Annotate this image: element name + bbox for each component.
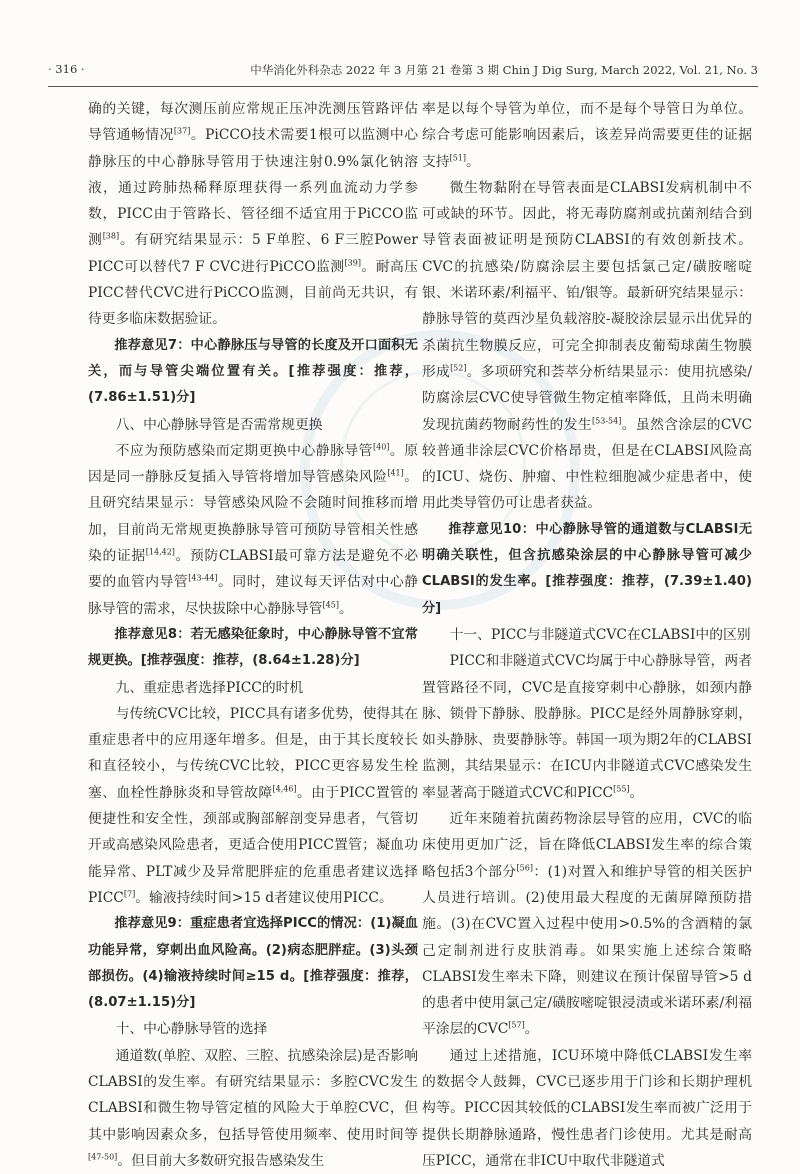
paragraph: 确的关键，每次测压前应常规正压冲洗测压管路评估导管通畅情况[37]。PiCCO技术需要1根可以监测中心静脉压的中心静脉导管用于快速注射0.9%氯化钠溶液，通过跨肺热稀释原理获得一系列血流动力学参数，PICC由于管路长、管径细不适宜用于PiCCO监测[38]。有研究结果显示：5 F单腔、6 F三腔Power PICC可以替代7 F CVC进行PiCCO监测[39]。耐高压PICC替代CVC进行PiCCO监测，目前尚无共识，有待更多临床数据验证。: [88, 101, 419, 328]
right-column: [422, 96, 752, 1174]
section-heading-9: 九、重症患者选择PICC的时机: [115, 679, 304, 696]
paragraph: 率是以每个导管为单位，而不是每个导管日为单位。综合考虑可能影响因素后，该差异尚需要更佳的证据支持[51]。: [422, 101, 752, 170]
section-heading-8: 八、中心静脉导管是否需常规更换: [115, 416, 323, 433]
paragraph: 不应为预防感染而定期更换中心静脉导管[40]。原因是同一静脉反复插入导管将增加导管感染风险[41]。且研究结果显示：导管感染风险不会随时间推移而增加，目前尚无常规更换静脉导管可预防导管相关性感染的证据[14,42]。预防CLABSI最可靠方法是避免不必要的血管内导管[43-44]。同时，建议每天评估对中心静脉导管的需求，尽快拔除中心静脉导管[45]。: [88, 442, 419, 617]
citation[interactable]: [45]: [322, 600, 339, 610]
citation[interactable]: [37]: [173, 126, 191, 136]
paragraph: PICC和非隧道式CVC均属于中心静脉导管，两者置管路径不同，CVC是直接穿刺中心静脉，如颈内静脉、锁骨下静脉、股静脉。PICC是经外周静脉穿刺，如头静脉、贵要静脉等。韩国一项为期2年的CLABSI监测，其结果显示：在ICU内非隧道式CVC感染发生率显著高于隧道式CVC和PICC[55]。: [422, 653, 752, 801]
citation[interactable]: [51]: [449, 153, 467, 162]
citation[interactable]: [38]: [102, 231, 120, 241]
paragraph: 微生物黏附在导管表面是CLABSI发病机制中不可或缺的环节。因此，将无毒防腐剂或抗菌剂结合到导管表面被证明是预防CLABSI的有效创新技术。CVC的抗感染/防腐涂层主要包括氯己定/磺胺嘧啶银、米诺环素/利福平、铂/银等。最新研究结果显示：静脉导管的莫西沙星负载溶胶-凝胶涂层显示出优异的杀菌抗生物膜反应，可完全抑制表皮葡萄球菌生物膜形成[52]。多项研究和荟萃分析结果显示：使用抗感染/防腐涂层CVC使导管微生物定植率降低，且尚未明确发现抗菌药物耐药性的发生[53-54]。虽然含涂层的CVC较普通非涂层CVC价格昂贵，但是在CLABSI风险高的ICU、烧伤、肿瘤、中性粒细胞减少症患者中，使用此类导管仍可让患者获益。: [422, 179, 753, 512]
recommendation-9: 推荐意见9：重症患者宜选择PICC的情况：(1)凝血功能异常，穿刺出血风险高。(2)病态肥胖症。(3)头颈部损伤。(4)输液持续时间≥15 d。[推荐强度：推荐，(8.07±1.15)分]: [88, 916, 418, 1011]
recommendation-8: 推荐意见8：若无感染征象时，中心静脉导管不宜常规更换。[推荐强度：推荐，(8.64±1.28)分]: [88, 626, 418, 669]
citation[interactable]: [55]: [613, 784, 630, 794]
citation[interactable]: [43-44]: [188, 573, 218, 583]
paragraph: 近年来随着抗菌药物涂层导管的应用，CVC的临床使用更加广泛，旨在降低CLABSI发生率的综合策略包括3个部分[56]：(1)对置入和维护导管的相关医护人员进行培训。(2)使用最大程度的无菌屏障预防措施。(3)在CVC置入过程中使用>0.5%的含酒精的氯己定制剂进行皮肤消毒。如果实施上述综合策略CLABSI发生率未下降，则建议在预计保留导管>5 d的患者中使用氯己定/磺胺嘧啶银浸渍或米诺环素/利福平涂层的CVC[57]。: [422, 811, 753, 1038]
paragraph: 通过上述措施，ICU环境中降低CLABSI发生率的数据令人鼓舞，CVC已逐步用于门诊和长期护理机构等。PICC因其较低的CLABSI发生率而被广泛用于提供长期静脉通路，慢性患者门诊使用。尤其是耐高压PICC，通常在非ICU中取代非隧道式: [422, 1047, 752, 1169]
section-heading-10: 十、中心静脉导管的选择: [115, 1021, 268, 1038]
header-rule: [48, 86, 758, 87]
left-column: [88, 96, 418, 1174]
recommendation-10: 推荐意见10：中心静脉导管的通道数与CLABSI无明确关联性，但含抗感染涂层的中心静脉导管可减少CLABSI的发生率。[推荐强度：推荐，(7.39±1.40)分]: [422, 521, 752, 616]
citation[interactable]: [4,46]: [272, 784, 297, 794]
page-number: · 316 ·: [48, 62, 85, 76]
citation[interactable]: [56]: [516, 863, 533, 873]
citation[interactable]: [14,42]: [145, 547, 175, 557]
section-heading-11: 十一、PICC与非隧道式CVC在CLABSI中的区别: [449, 626, 751, 643]
citation[interactable]: [53-54]: [592, 415, 622, 425]
journal-citation: 中华消化外科杂志 2022 年 3 月第 21 卷第 3 期 Chin J Dig Surg, March 2022, Vol. 21, No. 3: [250, 63, 758, 77]
running-header: [48, 62, 758, 80]
paragraph: 通道数(单腔、双腔、三腔、抗感染涂层)是否影响CLABSI的发生率。有研究结果显示：多腔CVC发生CLABSI和微生物导管定植的风险大于单腔CVC，但其中影响因素众多，包括导管使用频率、使用时间等[47-50]。但目前大多数研究报告感染发生: [88, 1047, 418, 1169]
citation[interactable]: [52]: [450, 363, 467, 373]
citation[interactable]: [57]: [508, 1020, 525, 1030]
paragraph: 与传统CVC比较，PICC具有诸多优势，使得其在重症患者中的应用逐年增多。但是，由于其长度较长和直径较小，与传统CVC比较，PICC更容易发生栓塞、血栓性静脉炎和导管故障[4,46]。由于PICC置管的便捷性和安全性，颈部或胸部解剖变异患者，气管切开或高感染风险患者，更适合使用PICC置管；凝血功能异常、PLT减少及异常肥胖症的危重患者建议选择PICC[7]。输液持续时间>15 d者建议使用PICC。: [88, 705, 418, 906]
recommendation-7: 推荐意见7：中心静脉压与导管的长度及开口面积无关，而与导管尖端位置有关。[推荐强度：推荐，(7.86±1.51)分]: [88, 337, 418, 406]
citation[interactable]: [7]: [123, 889, 136, 899]
citation[interactable]: [41]: [387, 468, 404, 478]
citation[interactable]: [39]: [344, 258, 361, 268]
citation[interactable]: [47-50]: [88, 1152, 118, 1162]
citation[interactable]: [40]: [372, 442, 390, 452]
